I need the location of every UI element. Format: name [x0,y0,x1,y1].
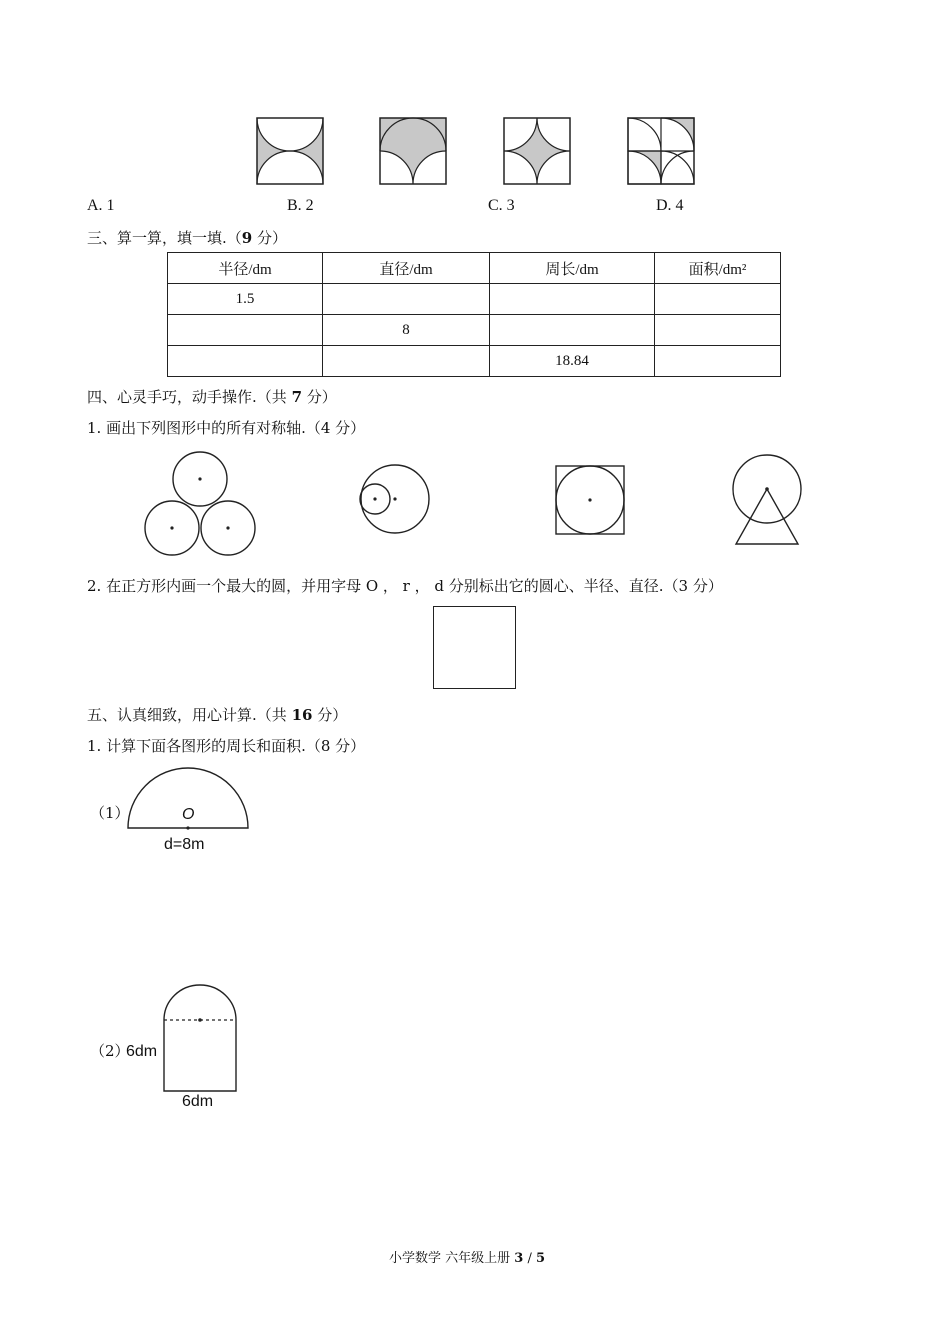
fig1-tag: （1） [90,804,130,822]
page-footer: 小学数学 六年级上册 3 / 5 [389,1251,546,1266]
section4-q2: 2. 在正方形内画一个最大的圆，并用字母 O ， r ， d 分别标出它的圆心、半径、直径.（3 分） [87,577,723,595]
option-c-figure [504,118,570,184]
section4-q1: 1. 画出下列图形中的所有对称轴.（4 分） [87,419,366,437]
fig2-bottom-label: 6dm [182,1093,214,1110]
section5-q1: 1. 计算下面各图形的周长和面积.（8 分） [87,737,366,755]
header-circumference: 周长/dm [490,253,655,284]
circle-in-square-figure [555,465,625,535]
table-cell [655,315,781,346]
circle-triangle-figure [730,453,805,548]
option-c-label: C. 3 [488,197,515,214]
page-total: 5 [535,1251,546,1266]
three-circles-figure [140,448,260,560]
table-row [168,315,781,346]
option-a-figure [257,118,323,184]
option-a-label: A. 1 [87,197,115,214]
table-cell [490,284,655,315]
table-cell: 18.84 [490,346,655,377]
header-area: 面积/dm² [655,253,781,284]
table-cell: 1.5 [168,284,323,315]
table-cell [655,346,781,377]
table-cell: 8 [323,315,490,346]
option-d-label: D. 4 [656,197,684,214]
fig2-side-label: 6dm [126,1043,158,1060]
option-d-figure [628,118,694,184]
section3-heading: 三、算一算，填一填.（9 分） [87,229,288,247]
fig1-dim-label: d=8m [164,836,205,853]
drawing-square [433,606,516,689]
fig1-center-label: O [182,806,195,823]
option-b-figure [380,118,446,184]
table-row [168,346,781,377]
header-diameter: 直径/dm [323,253,490,284]
table-cell [168,346,323,377]
table-cell [323,346,490,377]
table-cell [655,284,781,315]
section4-heading: 四、心灵手巧，动手操作.（共 7 分） [87,388,337,406]
section5-heading: 五、认真细致，用心计算.（共 16 分） [87,706,348,724]
option-b-label: B. 2 [287,197,314,214]
table-cell [168,315,323,346]
arch-figure [163,985,238,1093]
table-cell [490,315,655,346]
table-cell [323,284,490,315]
nested-circles-figure [358,462,433,537]
page-number: 3 [514,1251,524,1266]
circle-table [167,252,781,377]
table-row [168,284,781,315]
table-header-row [168,253,781,284]
header-radius: 半径/dm [168,253,323,284]
fig2-tag: （2） [90,1042,130,1060]
